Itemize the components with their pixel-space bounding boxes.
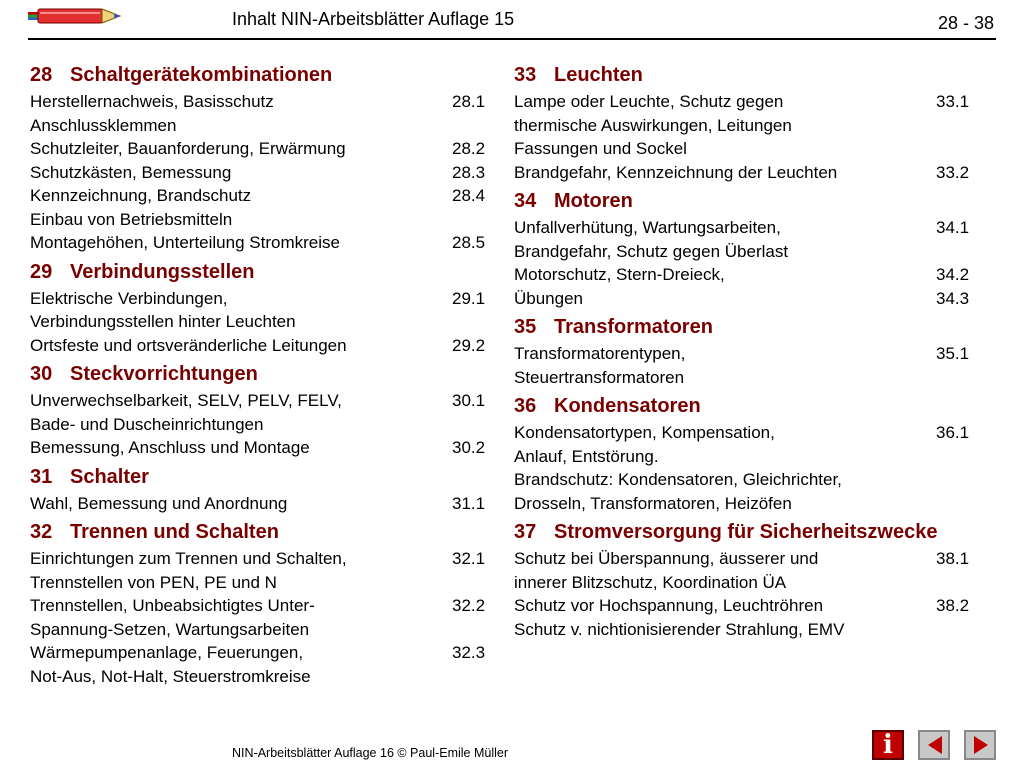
toc-entry[interactable] (30, 618, 492, 642)
toc-section (30, 519, 492, 688)
section-title: Transformatoren (554, 316, 713, 338)
entry-reference (936, 366, 994, 390)
toc-entry[interactable] (514, 618, 994, 642)
entry-text: Bade- und Duscheinrichtungen (30, 414, 264, 434)
entry-reference (936, 114, 994, 138)
section-title: Kondensatoren (554, 395, 701, 417)
toc-entry[interactable] (30, 436, 492, 460)
toc-entry[interactable] (514, 468, 994, 492)
entry-reference: 29.2 (452, 335, 486, 355)
entry-reference: 32.3 (452, 643, 486, 662)
entry-reference (936, 618, 994, 642)
entry-reference: 30.1 (452, 391, 486, 410)
entry-text: Drosseln, Transformatoren, Heizöfen (514, 493, 792, 513)
previous-page-button[interactable] (918, 730, 950, 760)
entry-reference: 30.2 (452, 438, 486, 457)
section-title: Trennen und Schalten (70, 521, 279, 543)
toc-entry[interactable] (30, 594, 492, 618)
section-heading[interactable] (514, 393, 994, 419)
info-icon: i (883, 730, 893, 760)
section-heading[interactable] (30, 361, 492, 387)
entry-reference: 33.1 (936, 92, 970, 111)
toc-entry[interactable] (514, 216, 994, 240)
entry-text: Kennzeichnung, Brandschutz (30, 186, 252, 205)
toc-section (30, 62, 492, 255)
toc-entry[interactable] (514, 161, 994, 185)
entry-reference: 28.4 (452, 186, 486, 205)
entry-reference: 38.1 (936, 549, 970, 568)
toc-entry[interactable] (30, 184, 492, 208)
toc-entry[interactable] (514, 263, 994, 287)
toc-entry[interactable] (514, 342, 994, 366)
entry-text: Kondensatortypen, Kompensation, (514, 423, 775, 442)
entry-reference (452, 310, 492, 334)
section-heading[interactable] (514, 188, 994, 214)
entry-text: Schutzleiter, Bauanforderung, Erwärmung (30, 139, 346, 158)
entry-text: Transformatorentypen, (514, 344, 686, 363)
toc-entry[interactable] (30, 231, 492, 255)
toc-entry[interactable] (514, 287, 994, 311)
section-heading[interactable] (514, 314, 994, 340)
entry-reference: 28.3 (452, 162, 486, 182)
entry-reference: 34.2 (936, 265, 970, 284)
section-number: 31 (30, 465, 53, 488)
toc-entry[interactable] (30, 492, 492, 516)
entry-text: Motorschutz, Stern-Dreieck, (514, 265, 725, 284)
entry-text: Spannung-Setzen, Wartungsarbeiten (30, 619, 310, 639)
section-heading[interactable] (30, 259, 492, 285)
toc-section (514, 519, 994, 641)
pencil-cable-logo-icon (28, 6, 124, 26)
toc-entry[interactable] (514, 594, 994, 618)
toc-section (30, 464, 492, 516)
entry-reference: 28.2 (452, 139, 486, 158)
entry-text: Ortsfeste und ortsveränderliche Leitungen (30, 335, 347, 355)
toc-entry[interactable] (30, 287, 492, 311)
section-heading[interactable] (514, 62, 994, 88)
entry-text: Steuertransformatoren (514, 367, 685, 387)
section-number: 30 (30, 363, 53, 385)
section-title: Schalter (70, 465, 149, 488)
entry-text: Montagehöhen, Unterteilung Stromkreise (30, 233, 340, 252)
entry-text: Brandgefahr, Kennzeichnung der Leuchten (514, 162, 838, 182)
entry-reference: 28.1 (452, 92, 486, 111)
left-column (30, 62, 492, 692)
entry-text: Schutz v. nichtionisierender Strahlung, EMV (514, 619, 845, 639)
entry-text: Übungen (514, 288, 584, 308)
entry-reference (936, 240, 994, 264)
entry-text: Wahl, Bemessung und Anordnung (30, 493, 288, 513)
entry-text: Unverwechselbarkeit, SELV, PELV, FELV, (30, 391, 342, 410)
toc-section (514, 393, 994, 515)
entry-text: Verbindungsstellen hinter Leuchten (30, 312, 296, 331)
toc-section (30, 259, 492, 358)
toc-entry[interactable] (30, 641, 492, 665)
toc-entry[interactable] (30, 208, 492, 232)
toc-entry[interactable] (30, 413, 492, 437)
right-column (514, 62, 994, 645)
toc-entry[interactable] (514, 240, 994, 264)
entry-text: Trennstellen, Unbeabsichtigtes Unter- (30, 596, 315, 615)
toc-entry[interactable] (30, 90, 492, 114)
section-title: Motoren (554, 190, 633, 212)
entry-reference (452, 413, 492, 437)
section-title: Leuchten (554, 64, 643, 86)
toc-section (514, 62, 994, 184)
footer-copyright: NIN-Arbeitsblätter Auflage 16 © Paul-Emile Müller (232, 746, 508, 760)
entry-reference (936, 445, 994, 469)
toc-entry[interactable] (514, 445, 994, 469)
entry-text: Brandschutz: Kondensatoren, Gleichrichter, (514, 470, 842, 489)
section-title: Verbindungsstellen (70, 260, 255, 283)
entry-reference (936, 468, 994, 492)
section-title: Schaltgerätekombinationen (70, 64, 333, 86)
section-number: 35 (514, 316, 537, 338)
document-title: Inhalt NIN-Arbeitsblätter Auflage 15 (232, 9, 515, 29)
entry-reference (452, 665, 492, 689)
section-heading[interactable] (30, 464, 492, 490)
entry-text: Elektrische Verbindungen, (30, 288, 228, 308)
section-number: 36 (514, 395, 537, 417)
entry-reference: 28.5 (452, 233, 486, 252)
entry-text: Brandgefahr, Schutz gegen Überlast (514, 241, 789, 261)
entry-reference: 32.2 (452, 596, 486, 615)
entry-reference: 38.2 (936, 596, 970, 615)
entry-reference: 29.1 (452, 288, 486, 308)
entry-reference (936, 571, 994, 595)
entry-reference (936, 492, 994, 516)
entry-reference: 34.3 (936, 288, 970, 308)
section-heading[interactable] (30, 62, 492, 88)
entry-text: Fassungen und Sockel (514, 139, 687, 158)
toc-entry[interactable] (30, 161, 492, 185)
toc-entry[interactable] (514, 571, 994, 595)
triangle-right-icon (974, 736, 988, 754)
section-heading[interactable] (30, 519, 492, 545)
info-button[interactable] (872, 730, 904, 760)
entry-reference (452, 208, 492, 232)
entry-reference (452, 114, 492, 138)
entry-text: Einbau von Betriebsmitteln (30, 209, 233, 229)
entry-reference: 32.1 (452, 549, 486, 568)
section-number: 37 (514, 521, 537, 543)
entry-text: innerer Blitzschutz, Koordination ÜA (514, 572, 787, 592)
entry-reference (452, 618, 492, 642)
header-divider (28, 38, 996, 40)
entry-reference: 31.1 (452, 493, 486, 513)
section-number: 33 (514, 64, 537, 86)
entry-text: Einrichtungen zum Trennen und Schalten, (30, 549, 347, 568)
entry-text: Schutz vor Hochspannung, Leuchtröhren (514, 596, 824, 615)
entry-text: Schutzkästen, Bemessung (30, 162, 232, 182)
entry-reference (452, 571, 492, 595)
entry-reference: 35.1 (936, 344, 970, 363)
toc-entry[interactable] (514, 421, 994, 445)
toc-section (514, 314, 994, 389)
toc-entry[interactable] (30, 571, 492, 595)
toc-entry[interactable] (514, 492, 994, 516)
toc-entry[interactable] (30, 665, 492, 689)
toc-entry[interactable] (30, 547, 492, 571)
page-range: 28 - 38 (937, 13, 994, 33)
toc-entry[interactable] (514, 114, 994, 138)
toc-entry[interactable] (30, 137, 492, 161)
entry-text: Bemessung, Anschluss und Montage (30, 438, 310, 457)
entry-text: thermische Auswirkungen, Leitungen (514, 115, 792, 135)
entry-text: Herstellernachweis, Basisschutz (30, 92, 274, 111)
toc-entry[interactable] (30, 310, 492, 334)
entry-text: Unfallverhütung, Wartungsarbeiten, (514, 218, 781, 237)
entry-text: Anschlussklemmen (30, 115, 177, 135)
section-title: Stromversorgung für Sicherheitszwecke (554, 521, 938, 543)
toc-entry[interactable] (514, 366, 994, 390)
section-number: 34 (514, 190, 537, 212)
toc-entry[interactable] (30, 114, 492, 138)
toc-entry[interactable] (30, 389, 492, 413)
entry-reference: 33.2 (936, 162, 970, 182)
entry-reference: 34.1 (936, 218, 970, 237)
entry-text: Trennstellen von PEN, PE und N (30, 572, 277, 592)
section-number: 29 (30, 260, 53, 283)
section-number: 32 (30, 521, 53, 543)
entry-text: Lampe oder Leuchte, Schutz gegen (514, 92, 784, 111)
toc-entry[interactable] (514, 547, 994, 571)
section-heading[interactable] (514, 519, 994, 545)
next-page-button[interactable] (964, 730, 996, 760)
toc-entry[interactable] (30, 334, 492, 358)
entry-reference (936, 137, 994, 161)
triangle-left-icon (928, 736, 942, 754)
section-number: 28 (30, 64, 53, 86)
section-title: Steckvorrichtungen (70, 363, 258, 385)
entry-text: Wärmepumpenanlage, Feuerungen, (30, 643, 304, 662)
entry-text: Anlauf, Entstörung. (514, 446, 659, 466)
toc-entry[interactable] (514, 137, 994, 161)
toc-section (30, 361, 492, 460)
entry-text: Schutz bei Überspannung, äusserer und (514, 549, 819, 568)
toc-entry[interactable] (514, 90, 994, 114)
entry-text: Not-Aus, Not-Halt, Steuerstromkreise (30, 666, 311, 686)
toc-section (514, 188, 994, 310)
entry-reference: 36.1 (936, 423, 970, 442)
